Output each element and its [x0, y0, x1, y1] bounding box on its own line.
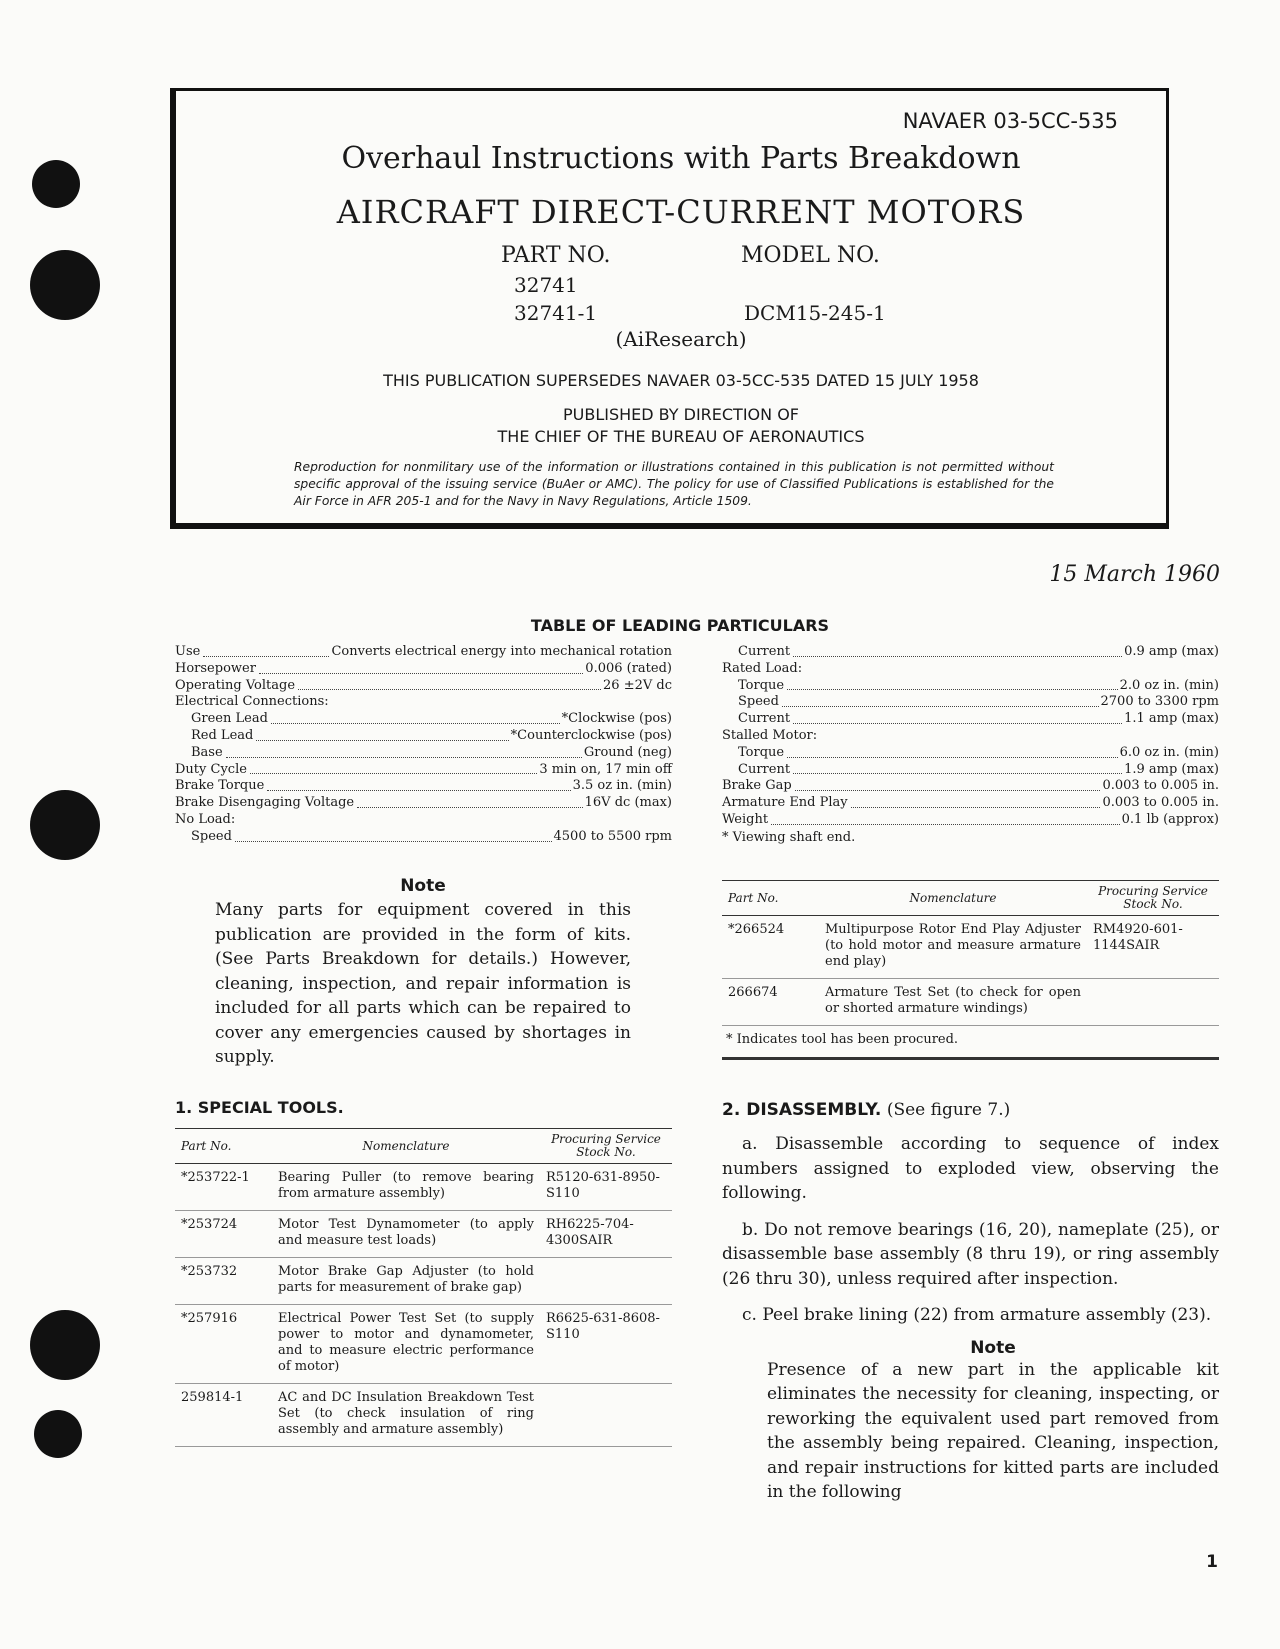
- particular-value: 4500 to 5500 rpm: [553, 828, 672, 844]
- particular-value: 2.0 oz in. (min): [1119, 677, 1219, 693]
- particulars-left: [175, 644, 672, 846]
- particular-row: [722, 745, 1219, 762]
- particular-value: 26 ±2V dc: [603, 677, 672, 693]
- particular-value: 3 min on, 17 min off: [539, 761, 672, 777]
- particular-label: Current: [738, 711, 791, 727]
- part-no-cell: *257916: [175, 1305, 272, 1384]
- binder-hole: [30, 1310, 100, 1380]
- title-line-2: AIRCRAFT DIRECT-CURRENT MOTORS: [336, 193, 1026, 231]
- particular-row: [175, 661, 672, 678]
- particular-label: Speed: [738, 694, 779, 710]
- tools-continued-table: [722, 880, 1219, 1060]
- particular-row: [722, 762, 1219, 779]
- particular-label: Operating Voltage: [175, 677, 296, 693]
- table-row: [175, 1258, 672, 1305]
- col-nomenclature: Nomenclature: [819, 881, 1087, 916]
- particular-label: Brake Torque: [175, 778, 265, 794]
- particulars-footnote: * Viewing shaft end.: [722, 830, 856, 845]
- part-no: 32741: [514, 273, 578, 297]
- particular-row: [722, 795, 1219, 812]
- particular-label: Current: [738, 644, 791, 659]
- note-text: Many parts for equipment covered in this publication are provided in the form of kits. (See Parts Breakdown for details.) However, cleaning, inspection, and repair information is included for all parts which can be repaired to cover any emergencies caused by shortages in supply.: [215, 900, 631, 1067]
- particular-value: Ground (neg): [583, 744, 672, 760]
- dot-leader: [259, 661, 583, 674]
- particular-row: [722, 728, 1219, 745]
- dot-leader: [771, 812, 1120, 825]
- section-disassembly: 2. DISASSEMBLY.: [722, 1100, 882, 1120]
- stock-no-cell: [540, 1384, 672, 1447]
- binder-hole: [30, 790, 100, 860]
- dot-leader: [782, 694, 1099, 707]
- particular-row: [722, 711, 1219, 728]
- section-special-tools: 1. SPECIAL TOOLS.: [175, 1098, 344, 1117]
- particular-label: Torque: [738, 744, 785, 760]
- stock-no-cell: RM4920-601-1144SAIR: [1087, 916, 1219, 979]
- particular-label: Brake Disengaging Voltage: [175, 795, 355, 811]
- dot-leader: [250, 762, 537, 775]
- part-no-cell: *253724: [175, 1211, 272, 1258]
- part-no-cell: *253732: [175, 1258, 272, 1305]
- particular-row: [175, 812, 672, 829]
- dot-leader: [203, 644, 329, 657]
- particular-row: [175, 762, 672, 779]
- particular-label: Base: [191, 744, 223, 760]
- col-stock-no: Procuring Service Stock No.: [1087, 881, 1219, 916]
- particular-label: Duty Cycle: [175, 761, 247, 777]
- dot-leader: [256, 728, 508, 741]
- dot-leader: [226, 745, 582, 758]
- table-row: [175, 1305, 672, 1384]
- dot-leader: [787, 745, 1117, 758]
- particular-value: 0.1 lb (approx): [1121, 811, 1219, 827]
- particular-value: 0.003 to 0.005 in.: [1102, 778, 1219, 794]
- note-heading: Note: [400, 876, 446, 896]
- particular-row: [175, 829, 672, 846]
- part-no-cell: *253722-1: [175, 1164, 272, 1211]
- particulars-title: TABLE OF LEADING PARTICULARS: [530, 616, 830, 635]
- manufacturer: (AiResearch): [615, 327, 747, 351]
- particular-value: Converts electrical energy into mechanical rotation: [331, 644, 672, 659]
- model-no: DCM15-245-1: [744, 301, 886, 325]
- table-row: [722, 916, 1219, 979]
- nomenclature-cell: Motor Brake Gap Adjuster (to hold parts for measurement of brake gap): [272, 1258, 540, 1305]
- particular-value: 6.0 oz in. (min): [1119, 744, 1219, 760]
- particular-value: 3.5 oz in. (min): [572, 778, 672, 794]
- table-row: [175, 1384, 672, 1447]
- particular-label: Weight: [722, 811, 769, 827]
- binder-hole: [30, 250, 100, 320]
- particular-label: Brake Gap: [722, 778, 792, 794]
- table-row: [175, 1164, 672, 1211]
- nomenclature-cell: Electrical Power Test Set (to supply power to motor and dynamometer, and to measure electric performance of motor): [272, 1305, 540, 1384]
- note-heading: Note: [970, 1337, 1016, 1358]
- model-no-label: MODEL NO.: [741, 243, 880, 268]
- particular-label: Horsepower: [175, 660, 256, 676]
- stock-no-cell: RH6225-704-4300SAIR: [540, 1211, 672, 1258]
- nomenclature-cell: AC and DC Insulation Breakdown Test Set (to check insulation of ring assembly and armature assembly): [272, 1384, 540, 1447]
- particular-value: 1.1 amp (max): [1124, 711, 1219, 727]
- title-block: [170, 88, 1169, 529]
- tools-footnote: * Indicates tool has been procured.: [722, 1026, 1219, 1060]
- particular-row: [175, 745, 672, 762]
- particular-label: Use: [175, 644, 201, 659]
- published-by: PUBLISHED BY DIRECTION OF: [562, 405, 799, 424]
- particular-row: [175, 644, 672, 661]
- particular-label: Rated Load:: [722, 660, 803, 676]
- particular-label: Electrical Connections:: [175, 694, 329, 710]
- note-text: Presence of a new part in the applicable kit eliminates the necessity for cleaning, inspecting, or reworking the equivalent used part removed from the assembly being repaired. Cleaning, inspection, and repair instructions for kitted parts are included in the following: [767, 1359, 1219, 1502]
- nomenclature-cell: Multipurpose Rotor End Play Adjuster (to hold motor and measure armature end play): [819, 916, 1087, 979]
- col-nomenclature: Nomenclature: [272, 1129, 540, 1164]
- binder-hole: [32, 160, 80, 208]
- particular-row: [722, 661, 1219, 678]
- supersedes-notice: THIS PUBLICATION SUPERSEDES NAVAER 03-5CC-535 DATED 15 JULY 1958: [383, 371, 979, 390]
- disassembly-section: [722, 1100, 1219, 1505]
- dot-leader: [267, 778, 570, 791]
- table-row: [722, 979, 1219, 1026]
- particular-row: [175, 678, 672, 695]
- particular-label: Stalled Motor:: [722, 727, 818, 743]
- particular-row: [722, 778, 1219, 795]
- particular-row: [722, 694, 1219, 711]
- part-no: 32741-1: [514, 301, 598, 325]
- particular-value: *Counterclockwise (pos): [510, 727, 672, 743]
- col-part-no: Part No.: [722, 881, 819, 916]
- dot-leader: [795, 778, 1101, 791]
- particular-value: 1.9 amp (max): [1124, 761, 1219, 777]
- particular-value: 0.9 amp (max): [1124, 644, 1219, 659]
- figure-ref: (See figure 7.): [886, 1100, 1011, 1120]
- special-tools-table: [175, 1128, 672, 1447]
- dot-leader: [271, 711, 560, 724]
- particular-value: 16V dc (max): [584, 795, 672, 811]
- particular-row: [722, 678, 1219, 695]
- part-no-cell: *266524: [722, 916, 819, 979]
- particular-value: 0.006 (rated): [585, 660, 672, 676]
- part-no-cell: 266674: [722, 979, 819, 1026]
- page-number: 1: [1206, 1552, 1218, 1572]
- dot-leader: [851, 795, 1101, 808]
- stock-no-cell: R5120-631-8950-S110: [540, 1164, 672, 1211]
- particular-row: [175, 795, 672, 812]
- particular-value: 2700 to 3300 rpm: [1100, 694, 1219, 710]
- published-by: THE CHIEF OF THE BUREAU OF AERONAUTICS: [497, 427, 865, 446]
- step-b: b. Do not remove bearings (16, 20), nameplate (25), or disassemble base assembly (8 thru 19), or ring assembly (26 thru 30), unless required after inspection.: [722, 1219, 1219, 1289]
- part-no-cell: 259814-1: [175, 1384, 272, 1447]
- particular-row: [175, 711, 672, 728]
- particular-row: [175, 728, 672, 745]
- step-c: c. Peel brake lining (22) from armature assembly (23).: [742, 1305, 1212, 1325]
- dot-leader: [235, 829, 552, 842]
- nomenclature-cell: Bearing Puller (to remove bearing from armature assembly): [272, 1164, 540, 1211]
- particular-row: [722, 644, 1219, 661]
- particulars-right: [722, 644, 1219, 829]
- step-a: a. Disassemble according to sequence of index numbers assigned to exploded view, observing the following.: [722, 1134, 1219, 1203]
- stock-no-cell: [1087, 979, 1219, 1026]
- particular-label: Torque: [738, 677, 785, 693]
- dot-leader: [793, 711, 1122, 724]
- nomenclature-cell: Motor Test Dynamometer (to apply and measure test loads): [272, 1211, 540, 1258]
- dot-leader: [793, 644, 1122, 657]
- stock-no-cell: R6625-631-8608-S110: [540, 1305, 672, 1384]
- title-line-1: Overhaul Instructions with Parts Breakdown: [341, 141, 1021, 176]
- particular-label: Green Lead: [191, 711, 268, 727]
- particular-label: Speed: [191, 828, 232, 844]
- nomenclature-cell: Armature Test Set (to check for open or shorted armature windings): [819, 979, 1087, 1026]
- particular-label: Current: [738, 761, 791, 777]
- dot-leader: [787, 678, 1117, 691]
- binder-hole: [34, 1410, 82, 1458]
- particular-label: Red Lead: [191, 727, 254, 743]
- particular-row: [175, 694, 672, 711]
- particular-row: [175, 778, 672, 795]
- dot-leader: [357, 795, 583, 808]
- particular-label: No Load:: [175, 811, 236, 827]
- particular-value: *Clockwise (pos): [561, 711, 672, 727]
- particular-label: Armature End Play: [722, 795, 848, 811]
- particular-value: 0.003 to 0.005 in.: [1102, 795, 1219, 811]
- particular-row: [722, 812, 1219, 829]
- col-part-no: Part No.: [175, 1129, 272, 1164]
- note-kits: [215, 876, 631, 1070]
- part-no-label: PART NO.: [501, 243, 611, 268]
- col-stock-no: Procuring Service Stock No.: [540, 1129, 672, 1164]
- table-row: [175, 1211, 672, 1258]
- dot-leader: [793, 762, 1122, 775]
- publication-date: 15 March 1960: [1049, 562, 1220, 587]
- reproduction-notice: Reproduction for nonmilitary use of the information or illustrations contained in this publication is not permitted without specific approval of the issuing service (BuAer or AMC). The policy for use of Classified Publications is established for the Air Force in AFR 205-1 and for the Navy in Navy Regulations, Article 1509.: [294, 460, 1054, 508]
- dot-leader: [298, 678, 601, 691]
- stock-no-cell: [540, 1258, 672, 1305]
- doc-number: NAVAER 03-5CC-535: [902, 109, 1118, 133]
